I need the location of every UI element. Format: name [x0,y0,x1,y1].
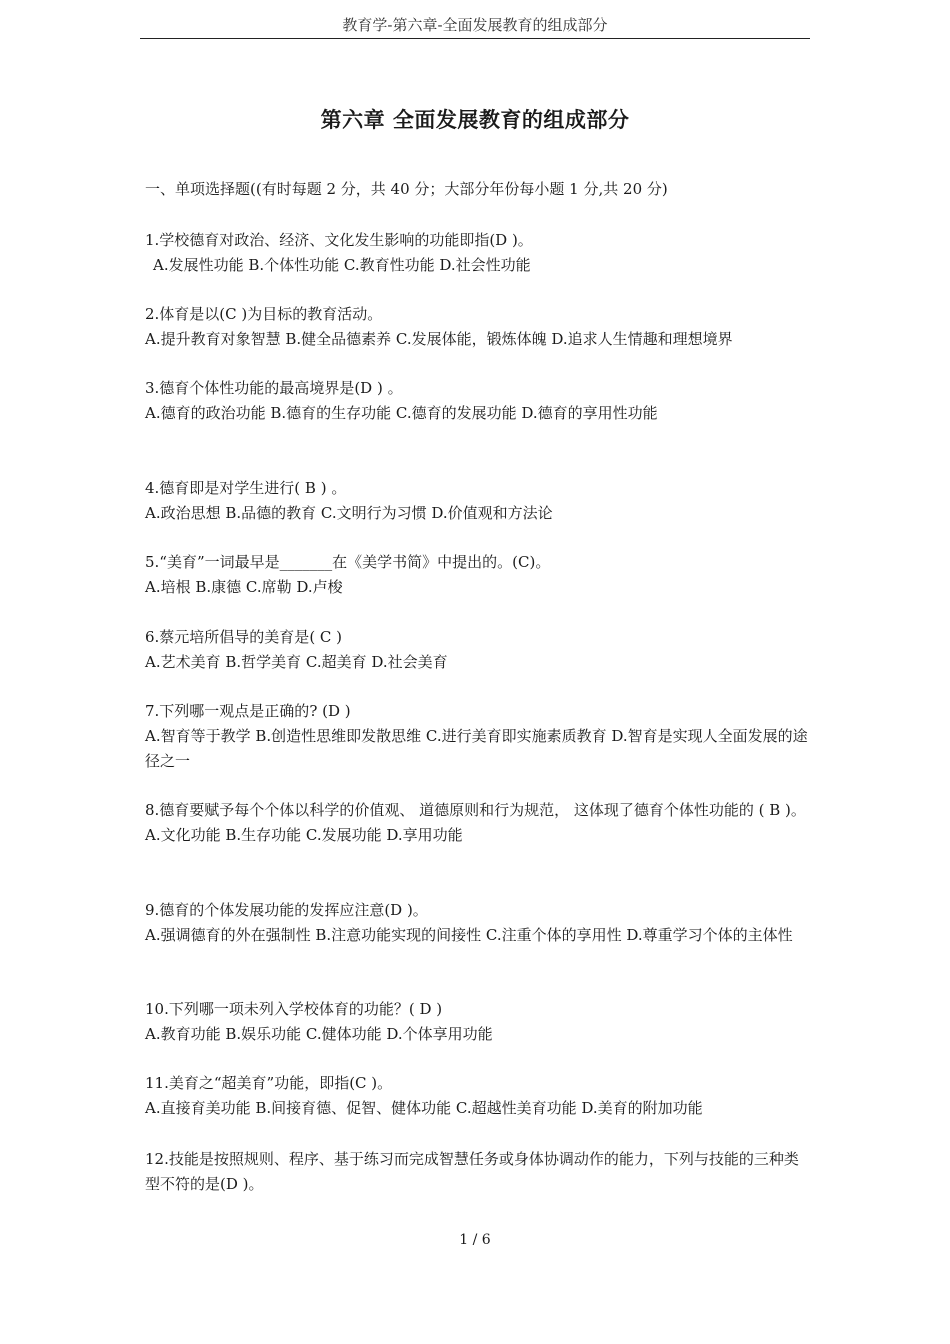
question-options: A.艺术美育 B.哲学美育 C.超美育 D.社会美育 [145,653,448,671]
question-options: A.政治思想 B.品德的教育 C.文明行为习惯 D.价值观和方法论 [145,504,553,522]
question-7 [145,699,810,774]
question-stem: 10.下列哪一项未列入学校体育的功能？( D ) [145,1000,443,1018]
section-heading: 一、单项选择题((有时每题 2 分，共 40 分；大部分年份每小题 1 分,共 20 分) [145,180,668,198]
question-stem: 7.下列哪一观点是正确的? (D ) [145,702,351,720]
question-stem: 3.德育个体性功能的最高境界是(D ) 。 [145,379,403,397]
question-options: A.直接育美功能 B.间接育德、促智、健体功能 C.超越性美育功能 D.美育的附加功能 [145,1099,703,1117]
question-options: A.教育功能 B.娱乐功能 C.健体功能 D.个体享用功能 [145,1025,493,1043]
question-options: A.提升教育对象智慧 B.健全品德素养 C.发展体能，锻炼体魄 D.追求人生情趣和理想境界 [145,330,733,348]
question-5 [145,550,810,600]
question-stem: 8.德育要赋予每个个体以科学的价值观、 道德原则和行为规范， 这体现了德育个体性功能的 ( B )。 [145,801,806,819]
question-2 [145,302,810,352]
question-options: A.强调德育的外在强制性 B.注意功能实现的间接性 C.注重个体的享用性 D.尊重学习个体的主体性 [145,926,793,944]
question-options: A.智育等于教学 B.创造性思维即发散思维 C.进行美育即实施素质教育 D.智育是实现人全面发展的途径之一 [145,727,808,770]
question-stem: 4.德育即是对学生进行( B ) 。 [145,479,347,497]
question-10 [145,997,810,1047]
page-number: 1 / 6 [459,1232,491,1248]
question-options: A.文化功能 B.生存功能 C.发展功能 D.享用功能 [145,826,463,844]
question-1 [145,228,810,278]
question-12 [145,1147,810,1197]
question-stem: 12.技能是按照规则、程序、基于练习而完成智慧任务或身体协调动作的能力，下列与技能的三种类型不符的是(D )。 [145,1150,799,1193]
question-6 [145,625,810,675]
question-stem: 5.“美育”一词最早是_______在《美学书简》中提出的。(C)。 [145,553,551,571]
question-stem: 6.蔡元培所倡导的美育是( C ) [145,628,343,646]
question-4 [145,476,810,526]
running-header: 教育学-第六章-全面发展教育的组成部分 [342,16,608,34]
question-options: A.培根 B.康德 C.席勒 D.卢梭 [145,578,343,596]
question-8 [145,798,810,848]
question-9 [145,898,810,948]
question-stem: 2.体育是以(C )为目标的教育活动。 [145,305,383,323]
question-stem: 9.德育的个体发展功能的发挥应注意(D )。 [145,901,428,919]
question-options: A.德育的政治功能 B.德育的生存功能 C.德育的发展功能 D.德育的享用性功能 [145,404,658,422]
header-rule [140,38,810,39]
question-options: A.发展性功能 B.个体性功能 C.教育性功能 D.社会性功能 [153,256,531,274]
question-stem: 1.学校德育对政治、经济、文化发生影响的功能即指(D )。 [145,231,533,249]
document-title: 第六章 全面发展教育的组成部分 [320,107,630,132]
question-3 [145,376,810,426]
question-11 [145,1071,810,1121]
question-stem: 11.美育之“超美育”功能，即指(C )。 [145,1074,393,1092]
